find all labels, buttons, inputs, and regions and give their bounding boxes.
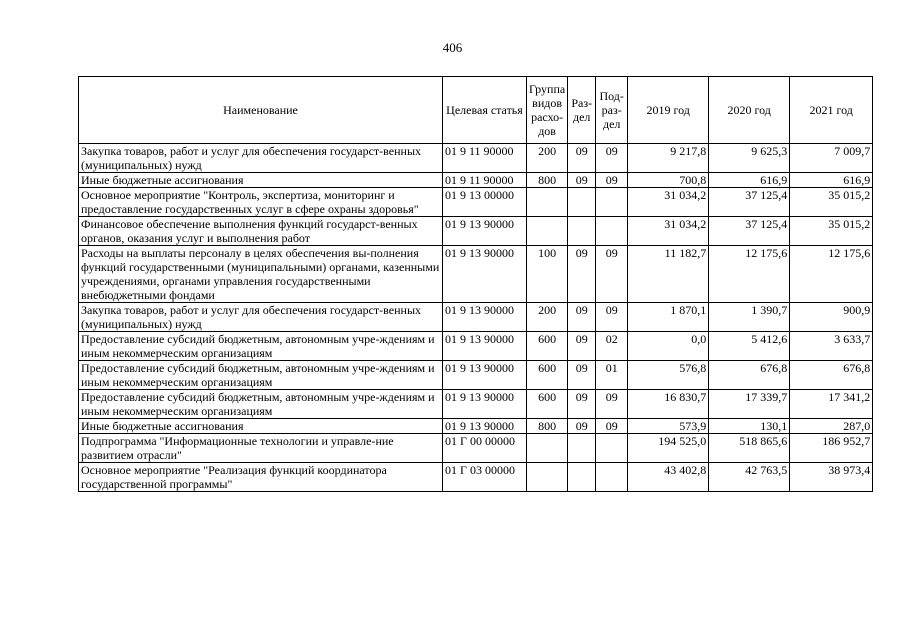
cell-target: 01 9 11 90000	[443, 144, 527, 173]
cell-2019: 11 182,7	[628, 246, 709, 303]
cell-name: Подпрограмма "Информационные технологии и управле-ние развитием отрасли"	[79, 434, 443, 463]
cell-name: Расходы на выплаты персоналу в целях обеспечения вы-полнения функций государственными (муниципальными) органами, казенными учреждениями, органами управления государственными внебюджетными фондами	[79, 246, 443, 303]
cell-group	[527, 434, 568, 463]
table-row	[79, 173, 873, 188]
cell-group	[527, 463, 568, 492]
cell-name: Закупка товаров, работ и услуг для обеспечения государст-венных (муниципальных) нужд	[79, 144, 443, 173]
cell-name: Иные бюджетные ассигнования	[79, 173, 443, 188]
cell-target: 01 9 13 90000	[443, 303, 527, 332]
cell-name: Основное мероприятие "Реализация функций координатора государственной программы"	[79, 463, 443, 492]
cell-2021: 35 015,2	[790, 217, 873, 246]
cell-2020: 5 412,6	[709, 332, 790, 361]
cell-subsection: 09	[596, 419, 628, 434]
cell-group: 200	[527, 144, 568, 173]
cell-2020: 676,8	[709, 361, 790, 390]
cell-section: 09	[568, 246, 596, 303]
cell-target: 01 9 13 90000	[443, 361, 527, 390]
cell-2021: 17 341,2	[790, 390, 873, 419]
cell-group	[527, 217, 568, 246]
cell-target: 01 9 13 90000	[443, 246, 527, 303]
table-row	[79, 463, 873, 492]
cell-section: 09	[568, 173, 596, 188]
cell-target: 01 9 13 00000	[443, 188, 527, 217]
cell-section: 09	[568, 390, 596, 419]
cell-2021: 900,9	[790, 303, 873, 332]
header-2021: 2021 год	[790, 77, 873, 144]
cell-2020: 12 175,6	[709, 246, 790, 303]
cell-2020: 42 763,5	[709, 463, 790, 492]
cell-section	[568, 434, 596, 463]
cell-2019: 31 034,2	[628, 188, 709, 217]
cell-name: Предоставление субсидий бюджетным, автономным учре-ждениям и иным некоммерческим организациям	[79, 361, 443, 390]
cell-2019: 700,8	[628, 173, 709, 188]
cell-name: Предоставление субсидий бюджетным, автономным учре-ждениям и иным некоммерческим организациям	[79, 390, 443, 419]
header-name: Наименование	[79, 77, 443, 144]
table-row	[79, 144, 873, 173]
cell-subsection: 02	[596, 332, 628, 361]
table-row	[79, 419, 873, 434]
cell-2019: 31 034,2	[628, 217, 709, 246]
cell-name: Иные бюджетные ассигнования	[79, 419, 443, 434]
cell-2021: 35 015,2	[790, 188, 873, 217]
cell-section: 09	[568, 361, 596, 390]
cell-2020: 616,9	[709, 173, 790, 188]
cell-subsection	[596, 434, 628, 463]
cell-2021: 7 009,7	[790, 144, 873, 173]
cell-group: 100	[527, 246, 568, 303]
cell-section: 09	[568, 419, 596, 434]
header-2020: 2020 год	[709, 77, 790, 144]
table-row	[79, 434, 873, 463]
table-row	[79, 188, 873, 217]
cell-section: 09	[568, 303, 596, 332]
table-row	[79, 361, 873, 390]
cell-subsection: 09	[596, 246, 628, 303]
cell-subsection	[596, 463, 628, 492]
cell-2021: 616,9	[790, 173, 873, 188]
cell-name: Основное мероприятие "Контроль, экспертиза, мониторинг и предоставление государственных услуг в сфере охраны здоровья"	[79, 188, 443, 217]
header-subsection: Под-раз-дел	[596, 77, 628, 144]
cell-2021: 12 175,6	[790, 246, 873, 303]
budget-table	[78, 76, 873, 492]
cell-2020: 17 339,7	[709, 390, 790, 419]
header-group: Группа видов расхо-дов	[527, 77, 568, 144]
header-row	[79, 77, 873, 144]
cell-group: 600	[527, 390, 568, 419]
cell-2020: 1 390,7	[709, 303, 790, 332]
cell-target: 01 9 11 90000	[443, 173, 527, 188]
cell-2020: 37 125,4	[709, 217, 790, 246]
cell-section	[568, 188, 596, 217]
cell-group: 600	[527, 361, 568, 390]
table-row	[79, 332, 873, 361]
cell-2019: 0,0	[628, 332, 709, 361]
cell-section	[568, 463, 596, 492]
cell-subsection: 09	[596, 390, 628, 419]
cell-subsection	[596, 217, 628, 246]
header-target: Целевая статья	[443, 77, 527, 144]
cell-2020: 518 865,6	[709, 434, 790, 463]
cell-2019: 194 525,0	[628, 434, 709, 463]
cell-target: 01 9 13 90000	[443, 390, 527, 419]
page-number: 406	[442, 40, 463, 55]
cell-group: 200	[527, 303, 568, 332]
cell-target: 01 9 13 90000	[443, 217, 527, 246]
header-section: Раз-дел	[568, 77, 596, 144]
cell-2019: 9 217,8	[628, 144, 709, 173]
cell-section	[568, 217, 596, 246]
table-row	[79, 303, 873, 332]
cell-target: 01 Г 00 00000	[443, 434, 527, 463]
cell-subsection: 09	[596, 173, 628, 188]
cell-name: Закупка товаров, работ и услуг для обеспечения государст-венных (муниципальных) нужд	[79, 303, 443, 332]
cell-subsection: 09	[596, 303, 628, 332]
cell-name: Финансовое обеспечение выполнения функций государст-венных органов, оказания услуг и выполнения работ	[79, 217, 443, 246]
cell-target: 01 9 13 90000	[443, 419, 527, 434]
cell-2021: 3 633,7	[790, 332, 873, 361]
cell-2019: 573,9	[628, 419, 709, 434]
cell-group: 800	[527, 173, 568, 188]
table-row	[79, 246, 873, 303]
cell-2021: 676,8	[790, 361, 873, 390]
cell-target: 01 9 13 90000	[443, 332, 527, 361]
cell-subsection: 01	[596, 361, 628, 390]
cell-2019: 1 870,1	[628, 303, 709, 332]
cell-section: 09	[568, 332, 596, 361]
cell-2021: 38 973,4	[790, 463, 873, 492]
cell-group	[527, 188, 568, 217]
cell-2019: 16 830,7	[628, 390, 709, 419]
cell-target: 01 Г 03 00000	[443, 463, 527, 492]
cell-2019: 43 402,8	[628, 463, 709, 492]
cell-2019: 576,8	[628, 361, 709, 390]
header-2019: 2019 год	[628, 77, 709, 144]
cell-name: Предоставление субсидий бюджетным, автономным учре-ждениям и иным некоммерческим организациям	[79, 332, 443, 361]
cell-2020: 130,1	[709, 419, 790, 434]
cell-group: 800	[527, 419, 568, 434]
cell-section: 09	[568, 144, 596, 173]
cell-2021: 186 952,7	[790, 434, 873, 463]
cell-subsection: 09	[596, 144, 628, 173]
cell-2020: 37 125,4	[709, 188, 790, 217]
cell-subsection	[596, 188, 628, 217]
cell-2020: 9 625,3	[709, 144, 790, 173]
cell-2021: 287,0	[790, 419, 873, 434]
table-row	[79, 217, 873, 246]
table-row	[79, 390, 873, 419]
cell-group: 600	[527, 332, 568, 361]
